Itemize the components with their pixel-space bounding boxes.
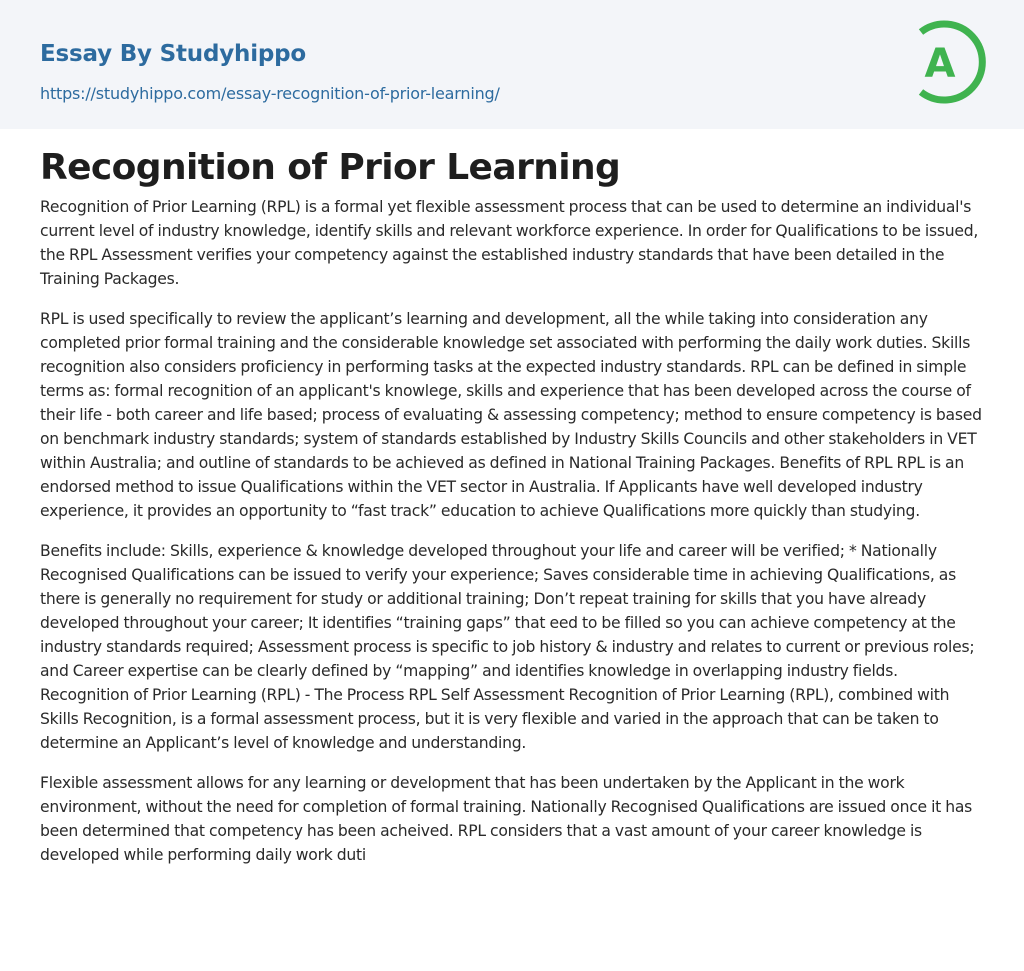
essay-url-link[interactable]: https://studyhippo.com/essay-recognition-of-prior-learning/ <box>40 84 500 103</box>
article-title: Recognition of Prior Learning <box>40 147 621 188</box>
page-header <box>0 0 1024 129</box>
site-brand[interactable]: Essay By Studyhippo <box>40 41 307 67</box>
article-paragraph-1: Recognition of Prior Learning (RPL) is a formal yet flexible assessment process that can be used to determine an individual's current level of industry knowledge, identify skills and relevant workforce experience. In order for Qualifications to be issued, the RPL Assessment verifies your competency against the established industry standards that have been detailed in the Training Packages. <box>40 198 979 288</box>
article <box>40 146 990 883</box>
article-paragraph-4: Flexible assessment allows for any learning or development that has been undertaken by the Applicant in the work environment, without the need for completion of formal training. Nationally Recognised Qualifications are issued once it has been determined that competency has been acheived. RPL considers that a vast amount of your career knowledge is developed while performing daily work duti <box>40 774 973 864</box>
studyhippo-logo-icon[interactable] <box>908 19 988 105</box>
logo-letter: A <box>924 41 956 87</box>
article-paragraph-2: RPL is used specifically to review the applicant’s learning and development, all the while taking into consideration any completed prior formal training and the considerable knowledge set associated with performing the daily work duties. Skills recognition also considers proficiency in performing tasks at the expected industry standards. RPL can be defined in simple terms as: formal recognition of an applicant's knowlege, skills and experience that has been developed across the course of their life - both career and life based; process of evaluating & assessing competency; method to ensure competency is based on benchmark industry standards; system of standards established by Industry Skills Councils and other stakeholders in VET within Australia; and outline of standards to be achieved as defined in National Training Packages. Benefits of RPL RPL is an endorsed method to issue Qualifications within the VET sector in Australia. If Applicants have well developed industry experience, it provides an opportunity to “fast track” education to achieve Qualifications more quickly than studying. <box>40 310 982 520</box>
article-paragraph-3: Benefits include: Skills, experience & knowledge developed throughout your life and career will be verified; * Nationally Recognised Qualifications can be issued to verify your experience; Saves considerable time in achieving Qualifications, as there is generally no requirement for study or additional training; Don’t repeat training for skills that you have already developed throughout your career; It identifies “training gaps” that eed to be filled so you can achieve competency at the industry standards required; Assessment process is specific to job history & industry and relates to current or previous roles; and Career expertise can be clearly defined by “mapping” and identifies knowledge in overlapping industry fields. Recognition of Prior Learning (RPL) - The Process RPL Self Assessment Recognition of Prior Learning (RPL), combined with Skills Recognition, is a formal assessment process, but it is very flexible and varied in the approach that can be taken to determine an Applicant’s level of knowledge and understanding. <box>40 542 975 752</box>
